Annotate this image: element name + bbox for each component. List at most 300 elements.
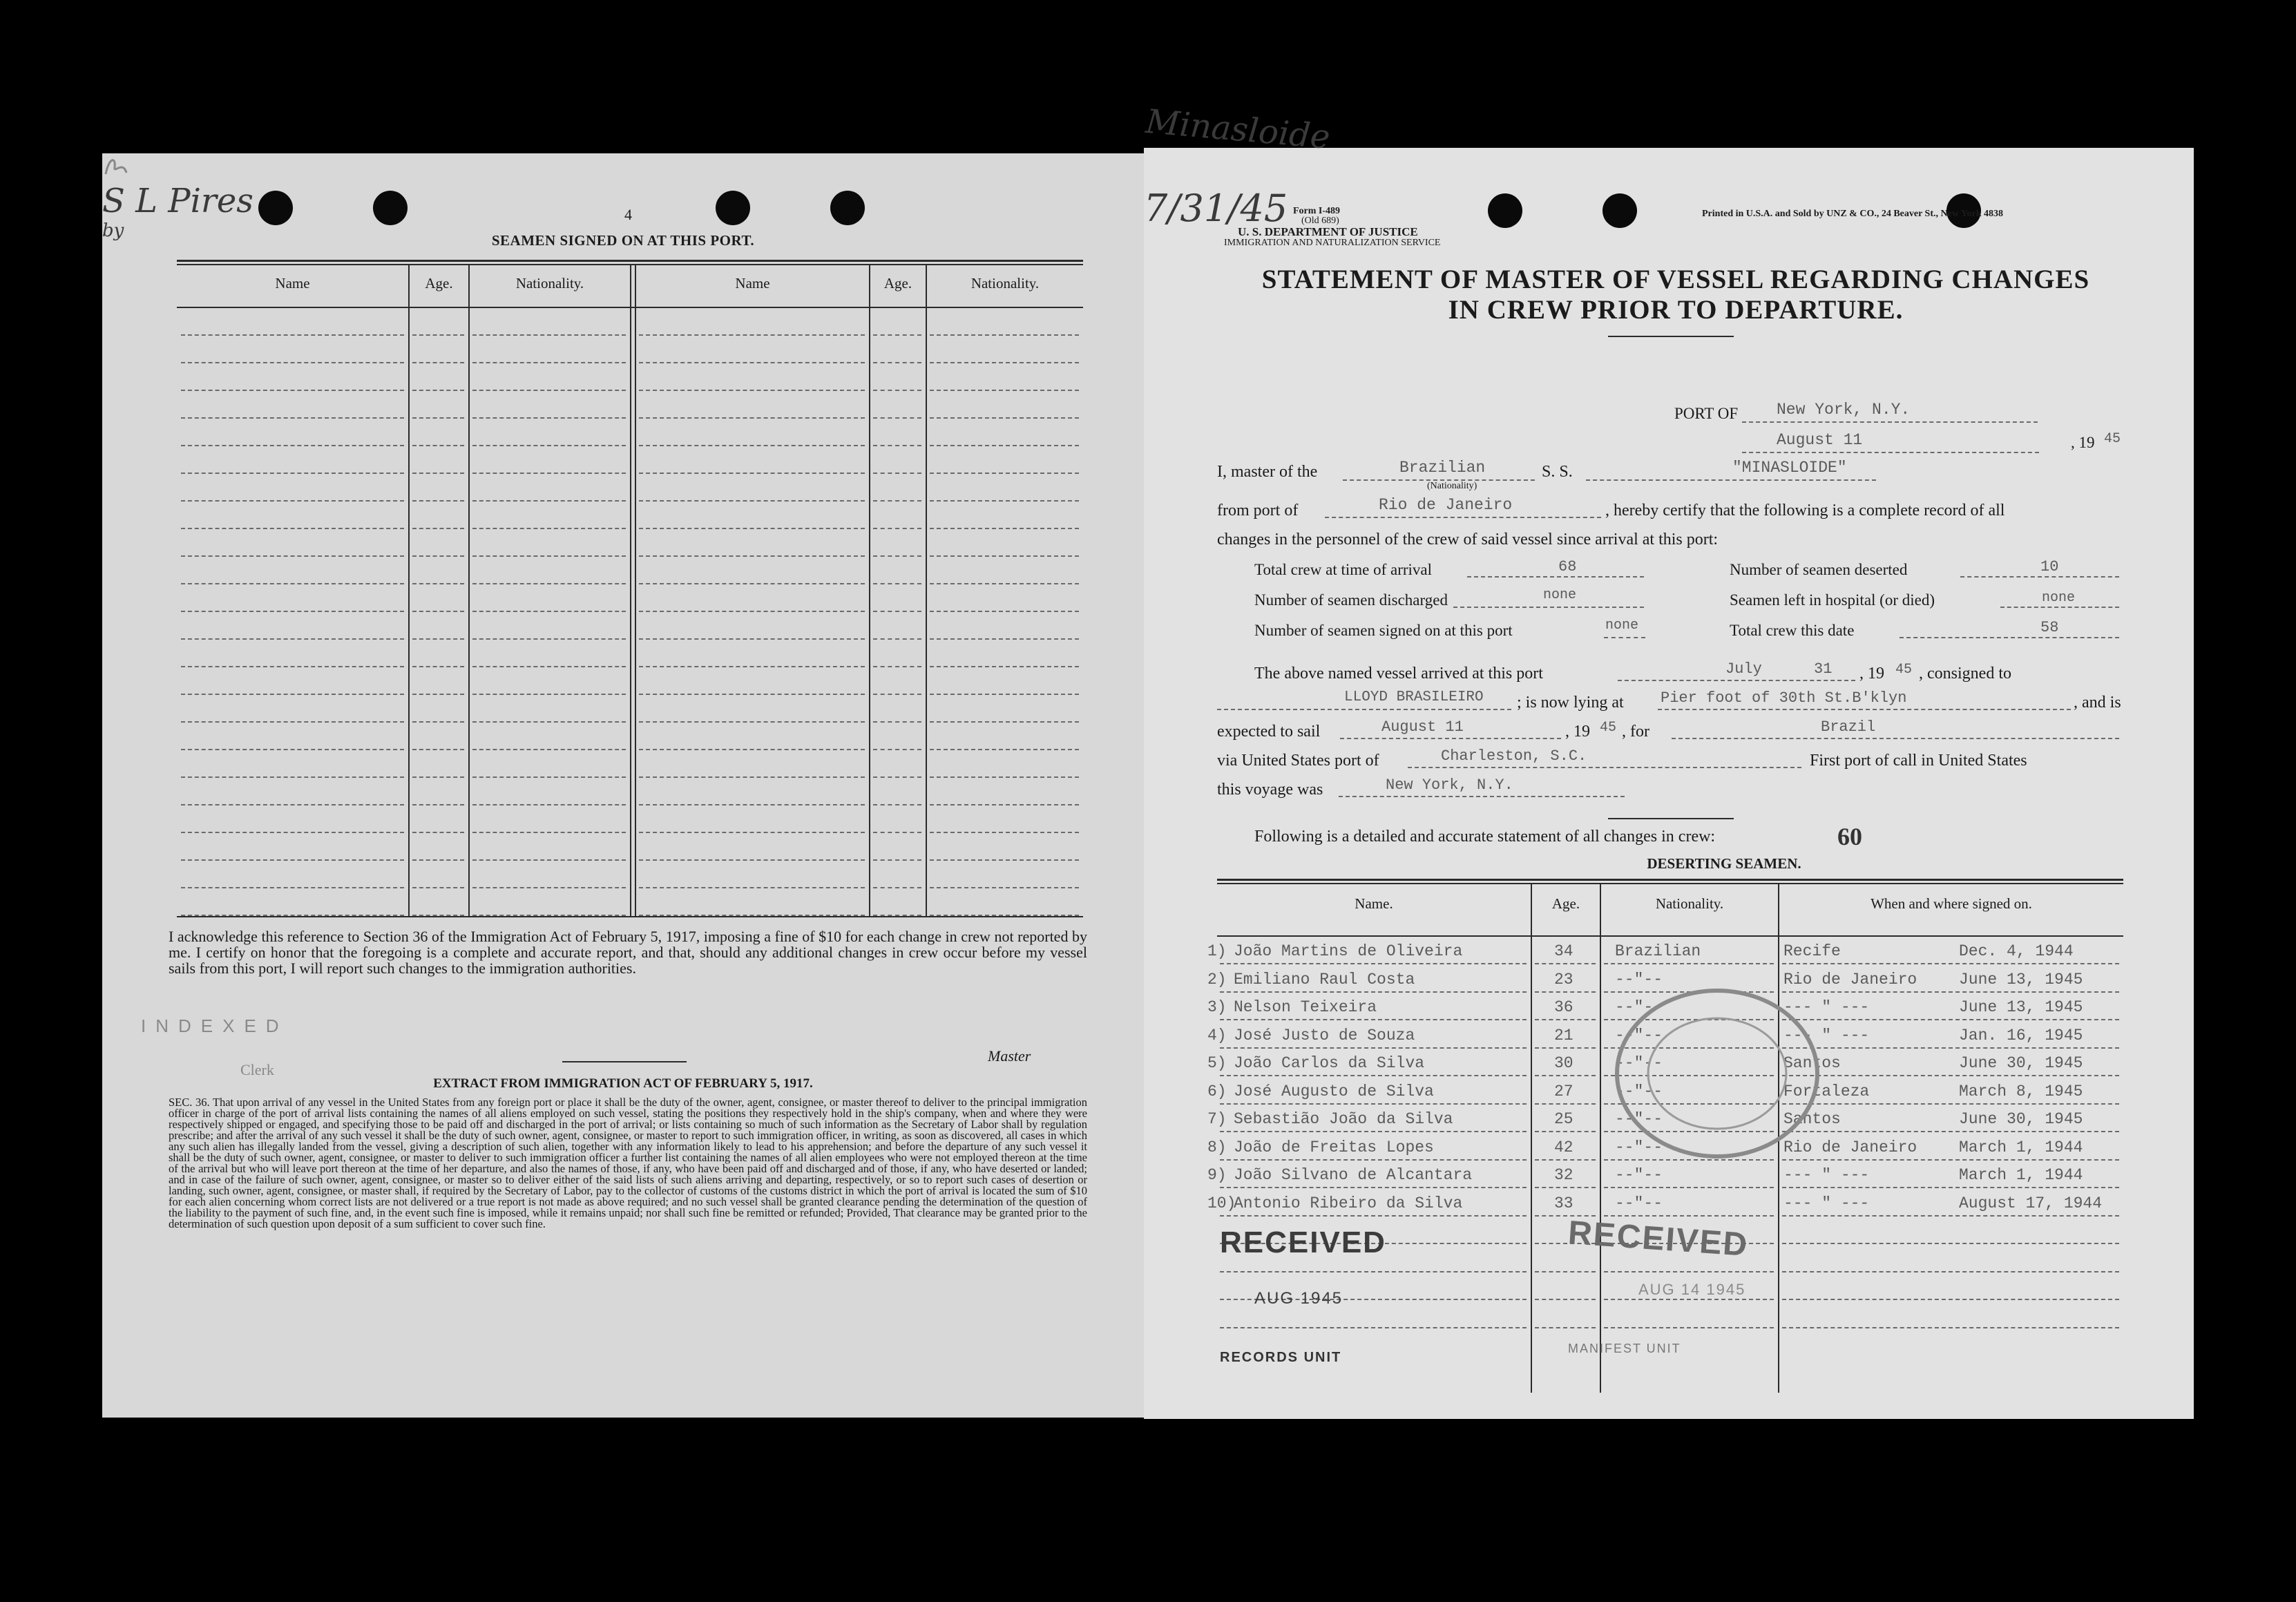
nationality-caption: (Nationality) [1427, 481, 1477, 491]
column-header-name: Name [275, 275, 310, 292]
blank-row-line [873, 694, 921, 695]
seaman-nationality: --"-- [1615, 1082, 1663, 1100]
page-number: 4 [624, 206, 632, 223]
signed-on-place: Santos [1783, 1054, 1841, 1072]
signed-on-date: Jan. 16, 1945 [1959, 1026, 2083, 1045]
blank-row-line [412, 749, 464, 750]
signed-on-date: March 1, 1944 [1959, 1138, 2083, 1156]
blank-row-line [472, 555, 626, 557]
received-stamp: RECEIVED [1220, 1226, 1386, 1259]
blank-row-line [181, 776, 404, 778]
changes-statement: Following is a detailed and accurate statement of all changes in crew: [1254, 828, 1716, 846]
row-line [1535, 1019, 1596, 1020]
blank-row-line [181, 445, 404, 446]
blank-row-line [930, 859, 1079, 861]
signed-on-date: June 13, 1945 [1959, 970, 2083, 989]
row-line [1604, 1299, 1774, 1300]
seaman-nationality: --"-- [1615, 1138, 1663, 1156]
row-line [1220, 1327, 1527, 1328]
signed-on-value: none [1605, 618, 1639, 633]
punch-hole [716, 191, 750, 225]
signed-on-place: --- " --- [1783, 998, 1870, 1016]
row-line [1604, 1327, 1774, 1328]
blank-row-line [412, 334, 464, 336]
seaman-age: 42 [1554, 1138, 1573, 1156]
seaman-nationality: --"-- [1615, 1054, 1663, 1072]
row-line [1220, 1131, 1527, 1132]
blank-row-line [412, 500, 464, 502]
via-value: Charleston, S.C. [1441, 747, 1587, 765]
blank-row-line [412, 638, 464, 640]
blank-row-line [930, 417, 1079, 419]
column-header-nationality: Nationality. [515, 275, 584, 292]
seaman-nationality: --"-- [1615, 1110, 1663, 1128]
blank-row-line [930, 583, 1079, 584]
deserted-label: Number of seamen deserted [1730, 561, 1908, 578]
row-line [1220, 1271, 1527, 1272]
signed-on-place: Rio de Janeiro [1783, 1138, 1917, 1156]
via-label: via United States port of [1217, 752, 1379, 770]
clerk-initials [102, 153, 1144, 182]
blank-row-line [472, 583, 626, 584]
row-line [1535, 1327, 1596, 1328]
blank-row-line [412, 583, 464, 584]
blank-row-line [472, 776, 626, 778]
form-number: Form I-489 [1293, 206, 1341, 216]
blank-row-line [930, 776, 1079, 778]
blank-row-line [181, 500, 404, 502]
extract-text: SEC. 36. That upon arrival of any vessel in the United States from any foreign port or place it shall be the duty of the owner, agent, consignee, or master thereof to deliver to the principal immigration officer in charge of the port of arrival lists containing the names of all aliens employed on such vessel, stating the positions they respectively hold in the ship's company, when and where they were respectively shipped or engaged, and specifying those to be paid off and discharged in the port of arrival; or lists containing so much of such information as the Secretary of Labor shall by regulation prescribe; and after the arrival of any such vessel it shall be the duty of such owner, agent, consignee, or master to report to such immigration officer, in writing, as soon as discovered, all cases in which any such alien has illegally landed from the vessel, giving a description of such alien, together with any information likely to lead to his apprehension; and before the departure of any such vessel it shall be the duty of such owner, agent, consignee, or master to deliver to such immigration officer a further list containing the names of all alien employees who were not employed thereon at the time of the arrival but who will leave port thereon at the time of her departure, and also the names of those, if any, who have been paid off and discharged and of those, if any, who have deserted or landed; and in case of the failure of such owner, agent, consignee, or master so to deliver either of the said lists of such aliens arriving and departing, respectively, or so to report such cases of desertion or landing, such owner, agent, consignee, or master shall, if required by the Secretary of Labor, pay to the collector of customs of the customs district in which the port of arrival is located the sum of $10 for each alien concerning whom correct lists are not delivered or a true report is not made as above required; and no such vessel shall be granted clearance pending the determination of the question of the liability to the payment of such fine, and, in the event such fine is imposed, while it remains unpaid; nor shall such fine be remitted or refunded; Provided, That clearance may be granted prior to the determination of such question upon deposit of a sum sufficient to cover such fine. [169, 1096, 1087, 1230]
blank-row-line [412, 832, 464, 833]
arrived-year-prefix: , 19 [1859, 665, 1884, 683]
blank-row-line [181, 528, 404, 529]
blank-row-line [639, 417, 865, 419]
master-label: Master [988, 1047, 1031, 1065]
seaman-name: João Martins de Oliveira [1234, 942, 1463, 960]
date-year-prefix: , 19 [2071, 434, 2095, 451]
signature-by: by [102, 220, 124, 241]
received-stamp: RECEIVED [1567, 1214, 1750, 1264]
blank-row-line [873, 832, 921, 833]
row-line [1220, 1215, 1527, 1217]
blank-row-line [639, 500, 865, 502]
blank-row-line [412, 721, 464, 723]
blank-row-line [873, 859, 921, 861]
blank-row-line [873, 611, 921, 612]
seaman-age: 23 [1554, 970, 1573, 989]
right-page [1144, 102, 2194, 1419]
row-line [1604, 1215, 1774, 1217]
blank-row-line [181, 417, 404, 419]
blank-row-line [639, 915, 865, 916]
signed-on-date: June 13, 1945 [1959, 998, 2083, 1016]
deserted-value: 10 [2040, 558, 2059, 575]
row-line [1220, 991, 1527, 993]
arrived-year: 45 [1895, 662, 1913, 678]
seaman-nationality: Brazilian [1615, 942, 1701, 960]
blank-row-line [873, 555, 921, 557]
signed-on-date: June 30, 1945 [1959, 1054, 2083, 1072]
blank-row-line [412, 611, 464, 612]
blank-row-line [472, 694, 626, 695]
blank-row-line [873, 528, 921, 529]
manifest-unit-stamp: MANIFEST UNIT [1568, 1342, 1681, 1355]
blank-row-line [412, 528, 464, 529]
nationality-value: Brazilian [1399, 459, 1486, 477]
blank-row-line [639, 583, 865, 584]
clerk-label: Clerk [240, 1061, 274, 1078]
row-line [1535, 1271, 1596, 1272]
discharged-label: Number of seamen discharged [1254, 591, 1448, 609]
seaman-number: 2) [1207, 970, 1227, 989]
blank-row-line [930, 804, 1079, 805]
port-label: PORT OF [1674, 405, 1739, 422]
total-arrival-label: Total crew at time of arrival [1254, 561, 1433, 578]
blank-row-line [930, 445, 1079, 446]
seaman-name: João de Freitas Lopes [1234, 1138, 1434, 1156]
blank-row-line [412, 776, 464, 778]
row-line [1220, 1047, 1527, 1049]
seaman-name: José Justo de Souza [1234, 1026, 1415, 1045]
row-line [1220, 1103, 1527, 1105]
printer-note: Printed in U.S.A. and Sold by UNZ & CO., 24 Beaver St., New York 4838 [1702, 209, 2003, 219]
seaman-age: 25 [1554, 1110, 1573, 1128]
arrived-label: The above named vessel arrived at this port [1254, 665, 1543, 683]
consigned-label: , consigned to [1919, 665, 2011, 683]
blank-row-line [472, 390, 626, 391]
blank-row-line [639, 666, 865, 667]
initials-scribble-icon [102, 153, 130, 177]
seaman-nationality: --"-- [1615, 1166, 1663, 1184]
changes-text: changes in the personnel of the crew of said vessel since arrival at this port: [1217, 531, 1719, 549]
blank-row-line [472, 804, 626, 805]
signed-on-date: August 17, 1944 [1959, 1194, 2103, 1212]
blank-row-line [181, 749, 404, 750]
indexed-stamp: INDEXED [141, 1015, 289, 1036]
punch-hole [830, 191, 865, 225]
voyage-label: this voyage was [1217, 781, 1323, 799]
blank-row-line [639, 832, 865, 833]
blank-row-line [873, 583, 921, 584]
signed-on-date: March 1, 1944 [1959, 1166, 2083, 1184]
blank-row-line [412, 362, 464, 363]
column-header-name: Name [735, 275, 770, 292]
blank-row-line [873, 804, 921, 805]
blank-row-line [873, 915, 921, 916]
row-line [1535, 1299, 1596, 1300]
blank-row-line [930, 390, 1079, 391]
total-date-value: 58 [2040, 619, 2059, 636]
blank-row-line [639, 804, 865, 805]
total-date-label: Total crew this date [1730, 622, 1855, 639]
blank-row-line [930, 362, 1079, 363]
blank-row-line [181, 555, 404, 557]
blank-row-line [472, 500, 626, 502]
blank-row-line [930, 638, 1079, 640]
deserting-seamen-title: DESERTING SEAMEN. [1647, 855, 1801, 872]
column-header-age: Age. [1551, 895, 1580, 912]
blank-row-line [639, 362, 865, 363]
seaman-number: 8) [1207, 1138, 1227, 1156]
signed-on-label: Number of seamen signed on at this port [1254, 622, 1513, 639]
seaman-name: José Augusto de Silva [1234, 1082, 1434, 1100]
department: U. S. DEPARTMENT OF JUSTICE [1238, 225, 1418, 238]
blank-row-line [181, 887, 404, 888]
blank-row-line [181, 334, 404, 336]
blank-row-line [639, 473, 865, 474]
blank-row-line [873, 500, 921, 502]
blank-row-line [412, 417, 464, 419]
hospital-label: Seamen left in hospital (or died) [1730, 591, 1935, 609]
extract-title: EXTRACT FROM IMMIGRATION ACT OF FEBRUARY 5, 1917. [433, 1076, 813, 1091]
blank-row-line [472, 638, 626, 640]
blank-row-line [639, 445, 865, 446]
blank-row-line [181, 804, 404, 805]
master-signature: S L Pires [102, 182, 253, 220]
form-title-line1: STATEMENT OF MASTER OF VESSEL REGARDING CHANGES [1261, 265, 2090, 294]
signed-on-date: Dec. 4, 1944 [1959, 942, 2074, 960]
ss-label: S. S. [1542, 463, 1573, 481]
blank-row-line [873, 749, 921, 750]
seaman-number: 4) [1207, 1026, 1227, 1045]
blank-row-line [181, 721, 404, 723]
seaman-number: 5) [1207, 1054, 1227, 1072]
row-line [1535, 1103, 1596, 1105]
seaman-nationality: --"-- [1615, 998, 1663, 1016]
punch-hole [258, 191, 293, 225]
row-line [1535, 1131, 1596, 1132]
row-line [1782, 1299, 2119, 1300]
handwritten-ship-name: Minasloide [1144, 102, 1332, 157]
blank-row-line [472, 334, 626, 336]
row-line [1220, 1187, 1527, 1188]
blank-row-line [639, 334, 865, 336]
blank-row-line [873, 776, 921, 778]
master-of-label: I, master of the [1217, 463, 1318, 481]
punch-hole [1488, 193, 1522, 228]
blank-row-line [181, 915, 404, 916]
seaman-age: 32 [1554, 1166, 1573, 1184]
blank-row-line [181, 694, 404, 695]
form-title-line2: IN CREW PRIOR TO DEPARTURE. [1448, 295, 1904, 325]
blank-row-line [639, 859, 865, 861]
row-line [1782, 1243, 2119, 1244]
blank-row-line [873, 334, 921, 336]
blank-row-line [930, 611, 1079, 612]
blank-row-line [181, 666, 404, 667]
row-line [1604, 963, 1774, 964]
blank-row-line [412, 804, 464, 805]
blank-row-line [639, 528, 865, 529]
seaman-name: João Silvano de Alcantara [1234, 1166, 1473, 1184]
blank-row-line [930, 528, 1079, 529]
punch-hole [1603, 193, 1637, 228]
blank-row-line [930, 555, 1079, 557]
blank-row-line [412, 473, 464, 474]
seaman-number: 10) [1207, 1194, 1236, 1212]
signed-on-date: March 8, 1945 [1959, 1082, 2083, 1100]
blank-row-line [472, 887, 626, 888]
lying-value: Pier foot of 30th St.B'klyn [1661, 689, 1907, 707]
left-page [102, 153, 1144, 1418]
seaman-nationality: --"-- [1615, 1026, 1663, 1045]
column-header-nationality: Nationality. [970, 275, 1040, 292]
blank-row-line [873, 390, 921, 391]
blank-row-line [873, 417, 921, 419]
circular-postmark-icon [1593, 970, 1841, 1177]
handwritten-date: 7/31/45 [1144, 187, 1288, 230]
blank-row-line [873, 638, 921, 640]
blank-row-line [472, 528, 626, 529]
for-label: , for [1622, 723, 1649, 741]
blank-row-line [181, 362, 404, 363]
seaman-nationality: --"-- [1615, 1194, 1663, 1212]
blank-row-line [181, 638, 404, 640]
blank-row-line [930, 500, 1079, 502]
blank-row-line [930, 666, 1079, 667]
blank-row-line [472, 362, 626, 363]
seaman-number: 6) [1207, 1082, 1227, 1100]
seaman-age: 27 [1554, 1082, 1573, 1100]
sail-year-prefix: , 19 [1565, 723, 1590, 741]
discharged-value: none [1543, 587, 1577, 603]
blank-row-line [930, 473, 1079, 474]
blank-row-line [930, 749, 1079, 750]
records-unit-stamp: RECORDS UNIT [1220, 1350, 1342, 1365]
arrived-month: July [1725, 660, 1762, 678]
signed-on-place: Recife [1783, 942, 1841, 960]
blank-row-line [472, 859, 626, 861]
row-line [1535, 991, 1596, 993]
blank-row-line [639, 555, 865, 557]
from-port-value: Rio de Janeiro [1379, 496, 1513, 514]
blank-row-line [639, 887, 865, 888]
seaman-name: Emiliano Raul Costa [1234, 970, 1415, 989]
blank-row-line [472, 749, 626, 750]
row-line [1535, 1047, 1596, 1049]
blank-row-line [639, 390, 865, 391]
row-line [1604, 1271, 1774, 1272]
blank-row-line [412, 859, 464, 861]
blank-row-line [181, 832, 404, 833]
blank-row-line [639, 694, 865, 695]
blank-row-line [412, 887, 464, 888]
column-header-age: Age. [425, 275, 453, 292]
seaman-age: 34 [1554, 942, 1573, 960]
lying-label: ; is now lying at [1517, 694, 1624, 712]
sail-value: August 11 [1381, 718, 1464, 736]
signed-on-place: --- " --- [1783, 1166, 1870, 1184]
blank-row-line [472, 473, 626, 474]
blank-row-line [639, 611, 865, 612]
blank-row-line [412, 445, 464, 446]
row-line [1782, 1215, 2119, 1217]
blank-row-line [639, 721, 865, 723]
row-line [1782, 963, 2119, 964]
blank-row-line [181, 390, 404, 391]
seaman-age: 36 [1554, 998, 1573, 1016]
page-title: SEAMEN SIGNED ON AT THIS PORT. [491, 232, 755, 249]
blank-row-line [472, 666, 626, 667]
row-line [1535, 1187, 1596, 1188]
row-line [1220, 963, 1527, 964]
blank-row-line [472, 915, 626, 916]
voyage-value: New York, N.Y. [1386, 776, 1513, 794]
seaman-name: Antonio Ribeiro da Silva [1234, 1194, 1463, 1212]
blank-row-line [181, 859, 404, 861]
punch-hole [373, 191, 408, 225]
sail-year: 45 [1600, 720, 1617, 736]
blank-row-line [639, 749, 865, 750]
received-date-stamp: AUG 14 1945 [1638, 1281, 1746, 1298]
blank-row-line [472, 611, 626, 612]
column-header-name: Name. [1355, 895, 1393, 912]
blank-row-line [930, 694, 1079, 695]
service: IMMIGRATION AND NATURALIZATION SERVICE [1224, 238, 1441, 248]
column-header-nationality: Nationality. [1655, 895, 1724, 912]
acknowledgement-text: I acknowledge this reference to Section 36 of the Immigration Act of February 5, 1917, imposing a fine of $10 for each change in crew not reported by me. I certify on honor that the foregoing is a complete and accurate report, and that, should any additional changes in crew occur before my vessel sails from this port, I will report such changes to the immigration authorities. [169, 928, 1087, 977]
arrived-day: 31 [1814, 660, 1833, 678]
signed-on-place: Fortaleza [1783, 1082, 1870, 1100]
blank-row-line [472, 445, 626, 446]
sail-label: expected to sail [1217, 723, 1321, 741]
row-line [1535, 1159, 1596, 1161]
blank-row-line [412, 390, 464, 391]
seaman-age: 33 [1554, 1194, 1573, 1212]
row-line [1782, 1271, 2119, 1272]
row-line [1535, 963, 1596, 964]
blank-row-line [930, 887, 1079, 888]
for-value: Brazil [1821, 718, 1876, 736]
first-port-label: First port of call in United States [1810, 752, 2027, 770]
seaman-name: João Carlos da Silva [1234, 1054, 1425, 1072]
blank-row-line [412, 694, 464, 695]
blank-row-line [873, 666, 921, 667]
blank-row-line [639, 638, 865, 640]
column-header-age: Age. [883, 275, 912, 292]
row-line [1535, 1075, 1596, 1076]
blank-row-line [639, 776, 865, 778]
signed-on-place: --- " --- [1783, 1026, 1870, 1045]
blank-row-line [181, 473, 404, 474]
seaman-name: Sebastião João da Silva [1234, 1110, 1453, 1128]
row-line [1604, 1187, 1774, 1188]
vessel-name-value: "MINASLOIDE" [1732, 459, 1847, 477]
blank-row-line [930, 334, 1079, 336]
blank-row-line [873, 473, 921, 474]
blank-row-line [181, 583, 404, 584]
port-value: New York, N.Y. [1777, 401, 1911, 419]
seaman-number: 7) [1207, 1110, 1227, 1128]
from-port-label: from port of [1217, 502, 1299, 519]
seaman-nationality: --"-- [1615, 970, 1663, 989]
blank-row-line [412, 666, 464, 667]
blank-row-line [412, 915, 464, 916]
row-line [1782, 1327, 2119, 1328]
date-value: August 11 [1777, 431, 1863, 449]
changes-number: 60 [1837, 823, 1862, 850]
row-line [1220, 1019, 1527, 1020]
blank-row-line [412, 555, 464, 557]
seaman-name: Nelson Teixeira [1234, 998, 1377, 1016]
and-is-text: , and is [2074, 694, 2121, 712]
seaman-age: 21 [1554, 1026, 1573, 1045]
blank-row-line [873, 721, 921, 723]
blank-row-line [930, 915, 1079, 916]
signed-on-date: June 30, 1945 [1959, 1110, 2083, 1128]
signed-on-place: Rio de Janeiro [1783, 970, 1917, 989]
consignee-value: LLOYD BRASILEIRO [1344, 689, 1484, 705]
